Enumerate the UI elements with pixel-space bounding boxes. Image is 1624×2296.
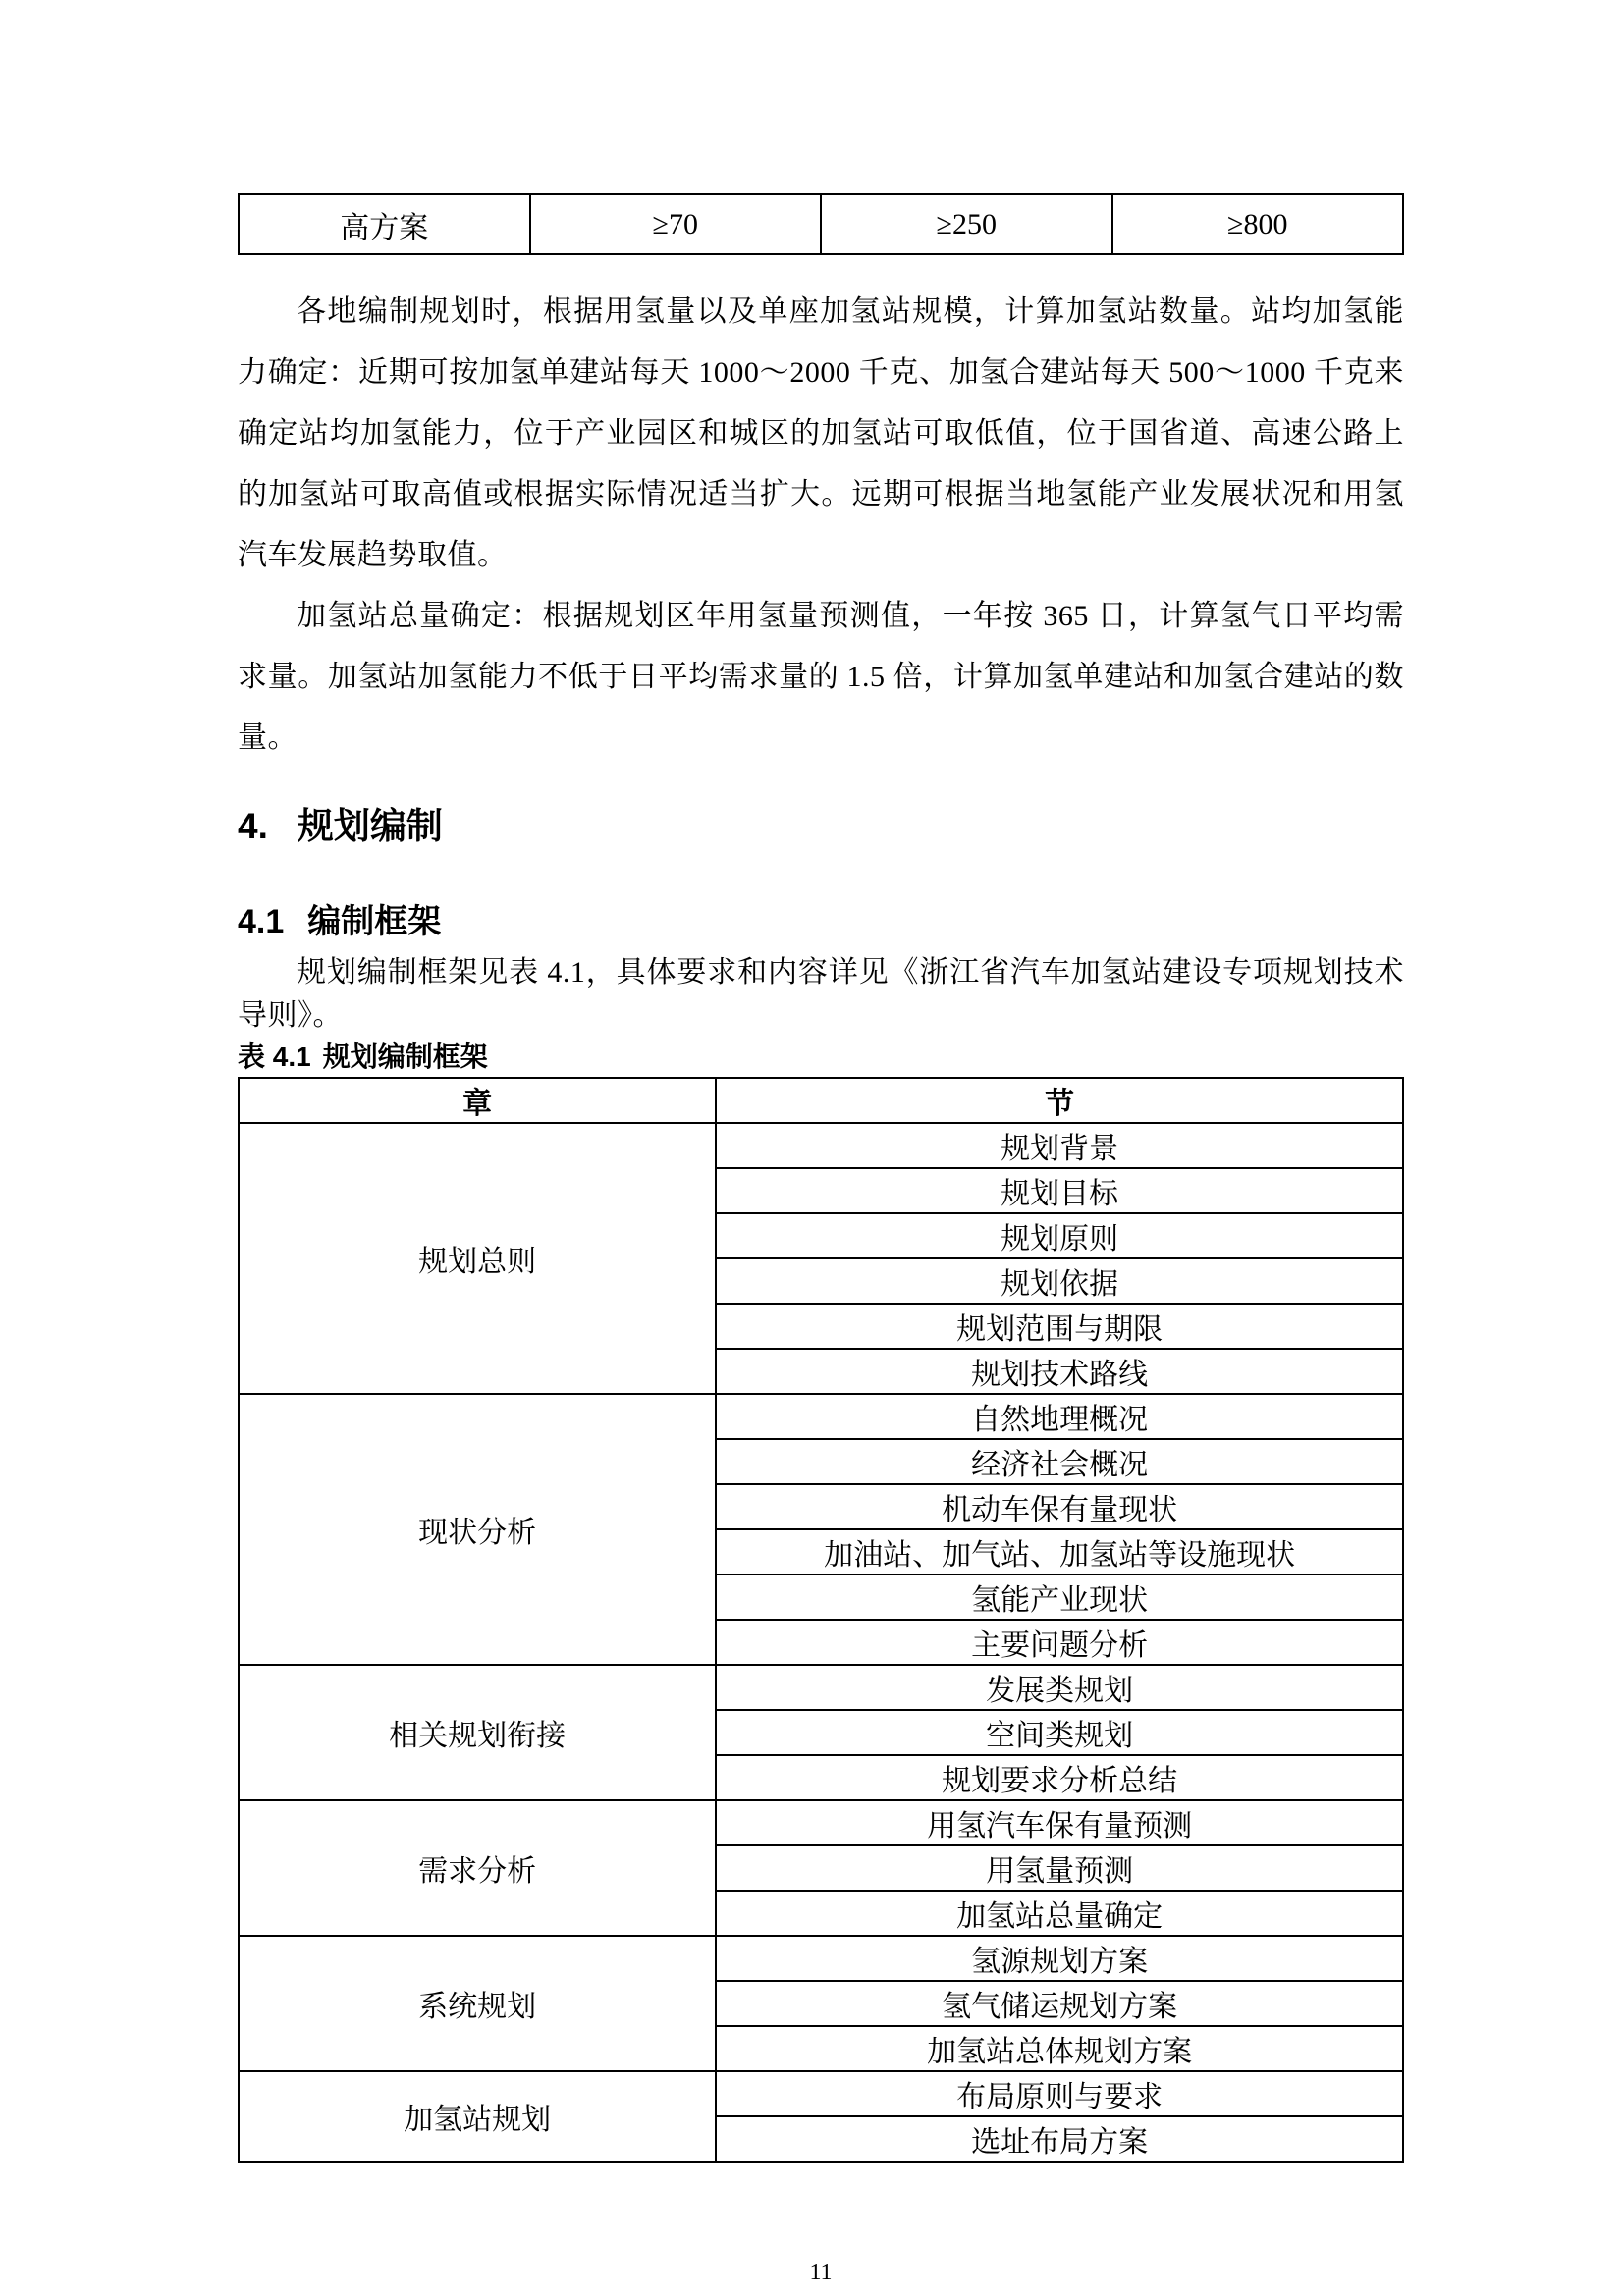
table-row	[239, 1665, 1403, 1710]
cell-scheme-name: 高方案	[239, 194, 530, 254]
table-caption	[238, 1041, 1404, 1074]
subsection-title: 编制框架	[307, 903, 442, 940]
section-cell: 主要问题分析	[716, 1620, 1403, 1665]
table-row	[239, 194, 1403, 254]
subsection-heading	[238, 900, 1404, 943]
cell-value-3: ≥800	[1112, 194, 1404, 254]
section-cell: 用氢量预测	[716, 1845, 1403, 1891]
table-row	[239, 1800, 1403, 1845]
framework-table	[238, 1077, 1404, 2163]
section-cell: 空间类规划	[716, 1710, 1403, 1755]
paragraph-station-count: 各地编制规划时，根据用氢量以及单座加氢站规模，计算加氢站数量。站均加氢能力确定：近期可按加氢单建站每天 1000～2000 千克、加氢合建站每天 500～1000 千克来确定站均加氢能力，位于产业园区和城区的加氢站可取低值，位于国省道、高速公路上的加氢站可取高值或根据实际情况适当扩大。远期可根据当地氢能产业发展状况和用氢汽车发展趋势取值。	[238, 295, 1404, 571]
header-section: 节	[716, 1078, 1403, 1123]
table-row	[239, 1123, 1403, 1168]
chapter-cell: 系统规划	[239, 1936, 716, 2071]
section-cell: 规划目标	[716, 1168, 1403, 1213]
section-cell: 规划范围与期限	[716, 1304, 1403, 1349]
section-cell: 布局原则与要求	[716, 2071, 1403, 2116]
section-cell: 加氢站总体规划方案	[716, 2026, 1403, 2071]
page-number: 11	[809, 2260, 833, 2285]
section-number: 4.	[238, 806, 268, 846]
table-caption-title: 规划编制框架	[322, 1041, 488, 1072]
cell-value-2: ≥250	[821, 194, 1112, 254]
section-cell: 机动车保有量现状	[716, 1484, 1403, 1529]
section-cell: 氢源规划方案	[716, 1936, 1403, 1981]
section-cell: 规划背景	[716, 1123, 1403, 1168]
section-cell: 发展类规划	[716, 1665, 1403, 1710]
section-cell: 规划依据	[716, 1258, 1403, 1304]
section-cell: 自然地理概况	[716, 1394, 1403, 1439]
section-cell: 氢气储运规划方案	[716, 1981, 1403, 2026]
section-heading	[238, 804, 1404, 849]
subsection-number: 4.1	[238, 903, 285, 940]
section-cell: 氢能产业现状	[716, 1575, 1403, 1620]
framework-table-body	[239, 1123, 1403, 2162]
section-cell: 规划要求分析总结	[716, 1755, 1403, 1800]
table-row	[239, 1394, 1403, 1439]
table-caption-number: 表 4.1	[238, 1041, 311, 1072]
section-cell: 用氢汽车保有量预测	[716, 1800, 1403, 1845]
capacity-scheme-table	[238, 193, 1404, 255]
table-row	[239, 1936, 1403, 1981]
chapter-cell: 加氢站规划	[239, 2071, 716, 2162]
cell-value-1: ≥70	[530, 194, 822, 254]
chapter-cell: 需求分析	[239, 1800, 716, 1936]
chapter-cell: 相关规划衔接	[239, 1665, 716, 1800]
section-cell: 经济社会概况	[716, 1439, 1403, 1484]
chapter-cell: 规划总则	[239, 1123, 716, 1394]
section-cell: 规划原则	[716, 1213, 1403, 1258]
table-row	[239, 2071, 1403, 2116]
section-title: 规划编制	[297, 806, 443, 846]
chapter-cell: 现状分析	[239, 1394, 716, 1665]
paragraph-total-amount: 加氢站总量确定：根据规划区年用氢量预测值，一年按 365 日，计算氢气日平均需求量。加氢站加氢能力不低于日平均需求量的 1.5 倍，计算加氢单建站和加氢合建站的数量。	[238, 600, 1404, 754]
section-cell: 加氢站总量确定	[716, 1891, 1403, 1936]
section-cell: 选址布局方案	[716, 2116, 1403, 2162]
header-chapter: 章	[239, 1078, 716, 1123]
section-cell: 规划技术路线	[716, 1349, 1403, 1394]
paragraph-framework-intro: 规划编制框架见表 4.1，具体要求和内容详见《浙江省汽车加氢站建设专项规划技术导则》。	[238, 956, 1404, 1032]
table-header-row	[239, 1078, 1403, 1123]
section-cell: 加油站、加气站、加氢站等设施现状	[716, 1529, 1403, 1575]
